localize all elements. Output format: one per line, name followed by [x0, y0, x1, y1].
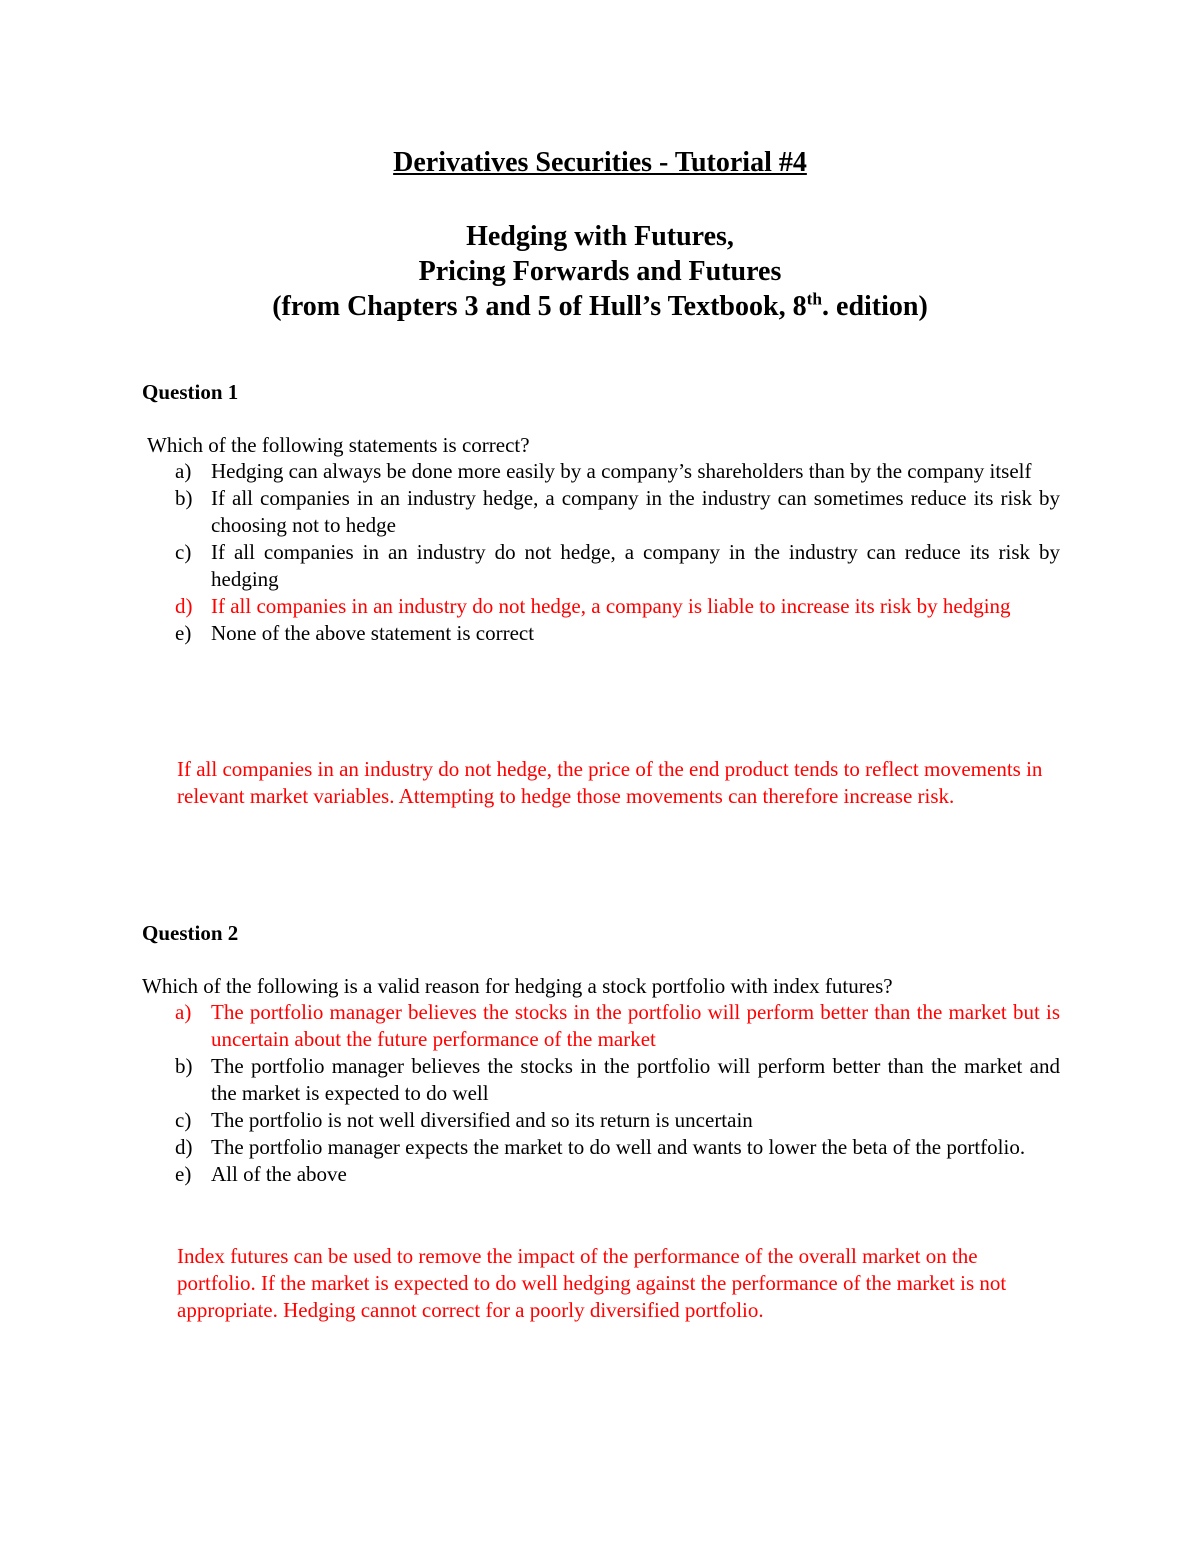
question-1-option-e	[142, 620, 1060, 647]
subtitle-line-2: Pricing Forwards and Futures	[418, 256, 782, 287]
option-text: The portfolio is not well diversified and so its return is uncertain	[211, 1108, 753, 1132]
subtitle-line-3-main: (from Chapters 3 and 5 of Hull’s Textbook, 8	[272, 291, 807, 322]
question-2-options	[142, 999, 1060, 1188]
option-letter: b)	[175, 1054, 193, 1078]
option-text: If all companies in an industry do not hedge, a company is liable to increase its risk by hedging	[211, 594, 1011, 618]
question-1-explanation: If all companies in an industry do not hedge, the price of the end product tends to reflect movements in relevant market variables. Attempting to hedge those movements can therefore increase risk.	[177, 757, 1043, 808]
question-1-stem: Which of the following statements is correct?	[147, 433, 530, 457]
option-letter: a)	[175, 459, 192, 483]
option-letter: e)	[175, 1162, 192, 1186]
question-1-option-d-correct	[142, 593, 1060, 620]
question-2-heading: Question 2	[142, 921, 239, 945]
option-letter: c)	[175, 1108, 192, 1132]
option-text: If all companies in an industry hedge, a company in the industry can sometimes reduce its risk by choosing not to hedge	[211, 486, 1060, 537]
option-text: None of the above statement is correct	[211, 621, 535, 645]
question-1-options	[142, 458, 1060, 647]
subtitle-line-3	[0, 290, 1200, 324]
question-1-option-b	[142, 485, 1060, 539]
question-2-option-b	[142, 1053, 1060, 1107]
question-2-option-a-correct	[142, 999, 1060, 1053]
option-text: The portfolio manager believes the stocks in the portfolio will perform better than the market and the market is expected to do well	[211, 1054, 1060, 1105]
question-2-option-c	[142, 1107, 1060, 1134]
option-letter: c)	[175, 540, 192, 564]
subtitle-line-1: Hedging with Futures,	[466, 221, 734, 252]
option-text: The portfolio manager expects the market to do well and wants to lower the beta of the portfolio.	[211, 1135, 1026, 1159]
subtitle-line-3-end: . edition)	[822, 291, 928, 322]
question-1-option-c	[142, 539, 1060, 593]
question-2-explanation: Index futures can be used to remove the impact of the performance of the overall market on the portfolio. If the market is expected to do well hedging against the performance of the market is not appropriate. Hedging cannot correct for a poorly diversified portfolio.	[177, 1244, 1007, 1322]
question-2-option-e	[142, 1161, 1060, 1188]
option-text: Hedging can always be done more easily by a company’s shareholders than by the company itself	[211, 459, 1032, 483]
option-letter: a)	[175, 1000, 192, 1024]
option-text: All of the above	[211, 1162, 347, 1186]
option-letter: b)	[175, 486, 193, 510]
question-2-option-d	[142, 1134, 1060, 1161]
option-text: If all companies in an industry do not hedge, a company in the industry can reduce its risk by hedging	[211, 540, 1060, 591]
document-title: Derivatives Securities - Tutorial #4	[393, 147, 807, 178]
option-text: The portfolio manager believes the stocks in the portfolio will perform better than the market but is uncertain about the future performance of the market	[211, 1000, 1060, 1051]
edition-superscript: th	[806, 289, 823, 309]
question-2-stem: Which of the following is a valid reason for hedging a stock portfolio with index futures?	[142, 974, 893, 998]
question-1-option-a	[142, 458, 1060, 485]
option-letter: d)	[175, 594, 193, 618]
option-letter: d)	[175, 1135, 193, 1159]
question-1-heading: Question 1	[142, 380, 239, 404]
option-letter: e)	[175, 621, 192, 645]
